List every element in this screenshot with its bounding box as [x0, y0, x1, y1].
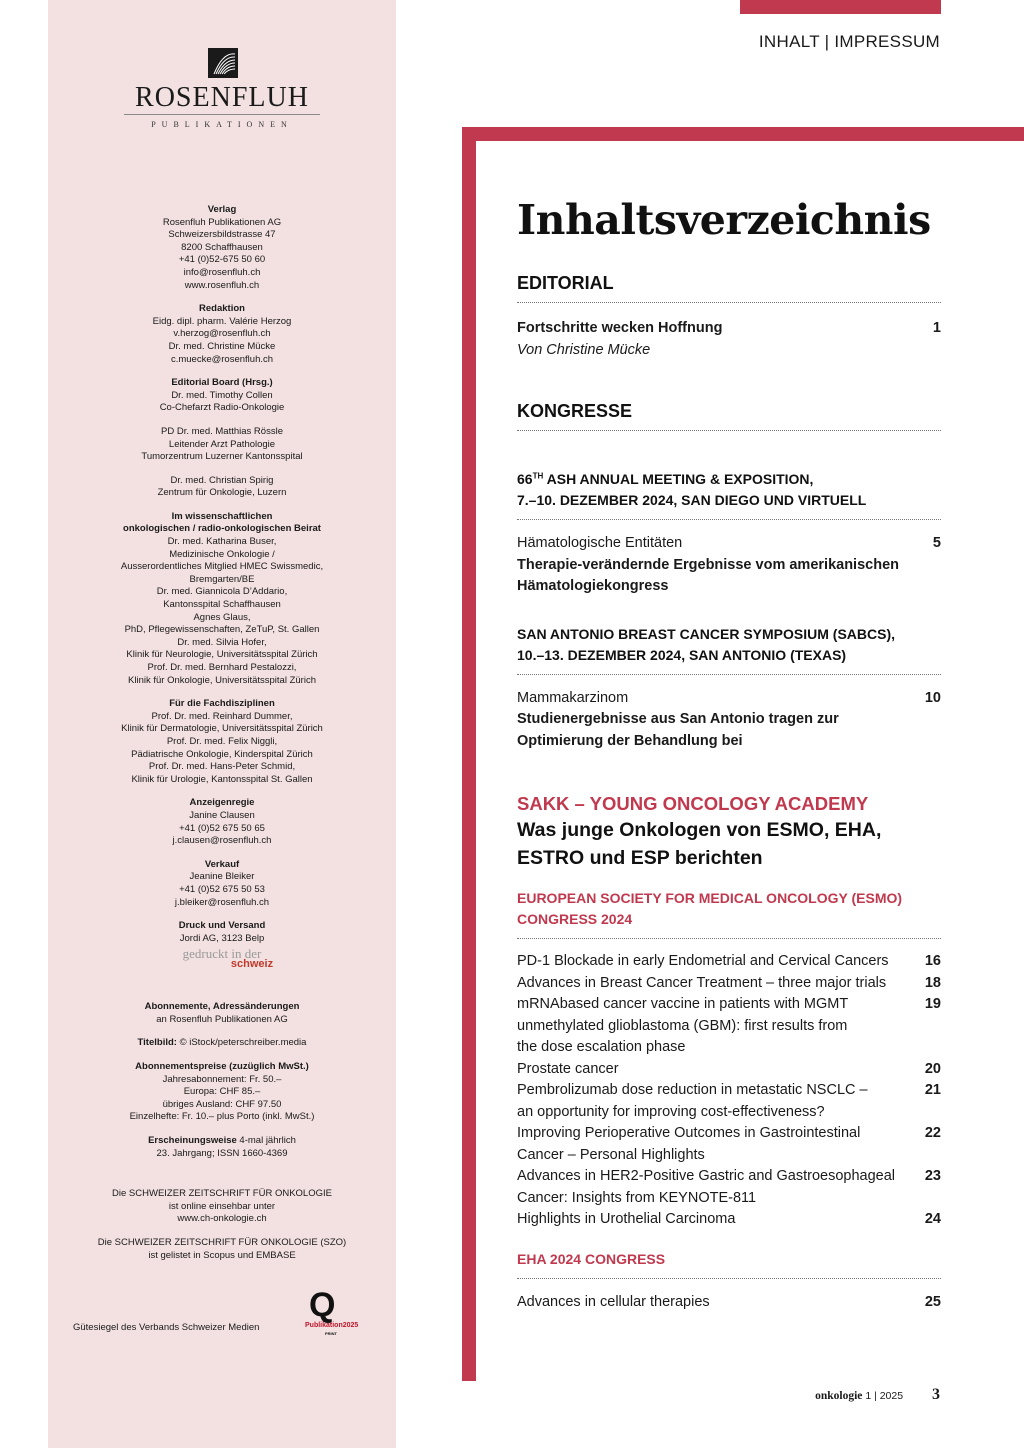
beirat-line: Medizinische Onkologie /	[169, 548, 275, 560]
gedruckt-in-der-schweiz-logo	[48, 947, 396, 971]
preise-block	[48, 1061, 396, 1124]
congress-heading-esmo: EUROPEAN SOCIETY FOR MEDICAL ONCOLOGY (ESMO)	[517, 890, 903, 906]
abo-line: an Rosenfluh Publikationen AG	[156, 1013, 288, 1025]
toc-entry-title: Improving Perioperative Outcomes in Gastrointestinal	[517, 1125, 861, 1141]
fach-line: Pädiatrische Onkologie, Kinderspital Zürich	[131, 748, 313, 760]
toc-entry-continuation	[517, 1037, 941, 1059]
congress-heading-eha: EHA 2024 CONGRESS	[517, 1250, 666, 1267]
toc-entry-continuation	[517, 1145, 941, 1167]
toc-entry[interactable]	[517, 1059, 941, 1081]
section-heading-sakk: SAKK – YOUNG ONCOLOGY ACADEMY	[517, 793, 869, 814]
verkauf-block	[48, 859, 396, 909]
scopus-line: ist gelistet in Scopus und EMBASE	[148, 1249, 296, 1261]
toc-entry-title-row	[517, 731, 941, 753]
beirat-line: Ausserordentliches Mitglied HMEC Swissmedic,	[120, 561, 324, 573]
board-line: Zentrum für Onkologie, Luzern	[157, 487, 287, 499]
board-line: Co-Chefarzt Radio-Onkologie	[159, 402, 285, 414]
section-heading-kongresse: KONGRESSE	[517, 401, 633, 421]
verkauf-line: Jeanine Bleiker	[189, 871, 255, 883]
toc-entry-continuation	[517, 1102, 941, 1124]
fach-line: Prof. Dr. med. Hans-Peter Schmid,	[148, 761, 296, 773]
board-heading: Editorial Board (Hrsg.)	[171, 377, 273, 389]
fach-heading: Für die Fachdisziplinen	[169, 698, 275, 710]
congress-heading-esmo-year: CONGRESS 2024	[517, 911, 633, 927]
section-heading-editorial: EDITORIAL	[517, 273, 614, 293]
redaktion-line: v.herzog@rosenfluh.ch	[173, 328, 271, 340]
fach-line: Klinik für Dermatologie, Universitätsspital Zürich	[121, 723, 323, 735]
toc-entry[interactable]	[517, 973, 941, 995]
toc-entry[interactable]	[517, 1123, 941, 1145]
gedruckt-text: gedruckt in der	[182, 946, 262, 962]
congress-heading-ash	[517, 469, 941, 490]
toc-entry-title: Therapie-verändernde Ergebnisse vom amerikanischen	[517, 556, 899, 573]
erscheinung-line: 23. Jahrgang; ISSN 1660-4369	[156, 1147, 288, 1159]
online-line: Die SCHWEIZER ZEITSCHRIFT FÜR ONKOLOGIE	[112, 1188, 332, 1200]
toc-entry-title: Optimierung der Behandlung bei	[517, 732, 743, 749]
toc-entry-page: 20	[924, 1060, 941, 1077]
toc-entry-page: 21	[924, 1082, 941, 1098]
toc-entry[interactable]	[517, 1292, 941, 1314]
toc-entry-title-row	[517, 709, 941, 731]
logo-emblem-icon	[208, 48, 238, 78]
schweiz-text: schweiz	[230, 958, 274, 971]
toc-entry-topic: Mammakarzinom	[517, 689, 629, 706]
toc-entry-title: the dose escalation phase	[517, 1039, 686, 1055]
scopus-line: Die SCHWEIZER ZEITSCHRIFT FÜR ONKOLOGIE (SZO)	[97, 1237, 347, 1248]
verlag-heading: Verlag	[207, 204, 237, 215]
beirat-heading: Im wissenschaftlichen	[171, 510, 273, 522]
guetesiegel-text: Gütesiegel des Verbands Schweizer Medien	[73, 1322, 260, 1333]
beirat-line: Agnes Glaus,	[193, 611, 251, 623]
toc-entry[interactable]	[517, 1166, 941, 1188]
verlag-line: Schweizersbildstrasse 47	[168, 229, 276, 241]
board-line: Leitender Arzt Pathologie	[168, 438, 276, 450]
toc-entry-title: unmethylated glioblastoma (GBM): first results from	[517, 1017, 848, 1034]
board-block	[48, 377, 396, 500]
beirat-line: Dr. med. Giannicola D’Addario,	[156, 586, 288, 598]
preise-heading: Abonnementspreise (zuzüglich MwSt.)	[135, 1061, 309, 1073]
redaktion-block	[48, 303, 396, 366]
toc-entry-continuation	[517, 1188, 941, 1210]
toc-entry-page: 23	[924, 1168, 941, 1184]
verkauf-heading: Verkauf	[204, 858, 240, 870]
druck-line: Jordi AG, 3123 Belp	[179, 932, 265, 944]
erscheinung-block	[48, 1135, 396, 1160]
toc-entry-title: Pembrolizumab dose reduction in metastatic NSCLC –	[517, 1082, 868, 1098]
top-accent-bar	[740, 0, 941, 14]
toc-entry-title: an opportunity for improving cost-effectiveness?	[517, 1103, 825, 1120]
toc-entry-title: Cancer – Personal Highlights	[517, 1146, 705, 1163]
toc-entry-page: 5	[932, 535, 941, 551]
board-line: Dr. med. Timothy Collen	[171, 389, 273, 401]
anzeigen-line: j.clausen@rosenfluh.ch	[172, 835, 272, 847]
verlag-line: +41 (0)52-675 50 60	[178, 254, 266, 266]
toc-entry[interactable]	[517, 533, 941, 555]
ash-superscript: TH	[532, 471, 544, 481]
beirat-line: Bremgarten/BE	[189, 573, 255, 585]
toc-entry-author: Von Christine Mücke	[517, 341, 651, 358]
logo-divider	[124, 114, 320, 115]
toc-entry-author-row	[517, 340, 941, 362]
q-letter: Q	[309, 1286, 336, 1324]
magazine-name: onkologie	[815, 1390, 863, 1402]
online-block	[48, 1188, 396, 1226]
toc-entry[interactable]	[517, 1209, 941, 1231]
redaktion-line: Dr. med. Christine Mücke	[168, 340, 276, 352]
toc-entry-title: Studienergebnisse aus San Antonio tragen zur	[517, 711, 839, 727]
toc-entry[interactable]	[517, 951, 941, 973]
preise-line: Jahresabonnement: Fr. 50.–	[162, 1073, 282, 1085]
fach-line: Prof. Dr. med. Felix Niggli,	[166, 735, 278, 747]
board-line: Dr. med. Christian Spirig	[170, 474, 274, 486]
druck-heading: Druck und Versand	[178, 920, 266, 932]
logo-subtitle: PUBLIKATIONEN	[151, 120, 293, 129]
erscheinung-label: Erscheinungsweise	[148, 1135, 237, 1147]
congress-heading-sabcs: SAN ANTONIO BREAST CANCER SYMPOSIUM (SABCS),	[517, 625, 896, 642]
table-of-contents	[517, 190, 941, 1313]
toc-entry-continuation	[517, 1016, 941, 1038]
fach-block	[48, 698, 396, 786]
toc-entry-title: Advances in cellular therapies	[517, 1293, 710, 1310]
toc-entry-page: 10	[924, 689, 941, 706]
redaktion-line: c.muecke@rosenfluh.ch	[170, 353, 274, 365]
fach-line: Prof. Dr. med. Reinhard Dummer,	[151, 710, 293, 722]
verlag-email: info@rosenfluh.ch	[183, 266, 261, 278]
toc-entry-title: Advances in HER2-Positive Gastric and Gastroesophageal	[517, 1168, 895, 1184]
ash-number: 66	[517, 471, 533, 487]
page-number: 3	[932, 1386, 940, 1403]
toc-entry-title: Fortschritte wecken Hoffnung	[517, 320, 723, 336]
online-url: www.ch-onkologie.ch	[177, 1213, 267, 1225]
q-print-text: PRINT	[325, 1331, 337, 1336]
toc-entry-page: 22	[924, 1125, 941, 1141]
druck-block	[48, 920, 396, 971]
beirat-line: Prof. Dr. med. Bernhard Pestalozzi,	[147, 662, 297, 673]
beirat-block	[48, 511, 396, 687]
esmo-entry-list	[517, 951, 941, 1231]
abo-block	[48, 1001, 396, 1026]
logo-wordmark: ROSENFLUH	[135, 82, 309, 113]
section-title: INHALT | IMPRESSUM	[758, 32, 940, 51]
toc-entry-title: PD-1 Blockade in early Endometrial and Cervical Cancers	[517, 953, 889, 969]
toc-entry[interactable]	[517, 994, 941, 1016]
preise-line: Einzelhefte: Fr. 10.– plus Porto (inkl. MwSt.)	[129, 1111, 315, 1123]
redaktion-line: Eidg. dipl. pharm. Valérie Herzog	[152, 315, 292, 327]
verlag-block	[48, 204, 396, 292]
board-line: PD Dr. med. Matthias Rössle	[161, 425, 283, 437]
toc-entry-title: Cancer: Insights from KEYNOTE-811	[517, 1189, 757, 1206]
preise-line: übriges Ausland: CHF 97.50	[162, 1098, 282, 1110]
sakk-subtitle: ESTRO und ESP berichten	[517, 847, 763, 869]
scopus-block	[48, 1237, 396, 1262]
toc-entry[interactable]	[517, 1080, 941, 1102]
verlag-line: Rosenfluh Publikationen AG	[162, 216, 282, 228]
board-line: Tumorzentrum Luzerner Kantonsspital	[141, 451, 303, 463]
toc-entry[interactable]	[517, 318, 941, 340]
verkauf-line: j.bleiker@rosenfluh.ch	[174, 896, 270, 908]
toc-entry-title: mRNAbased cancer vaccine in patients with MGMT	[517, 996, 849, 1012]
verlag-website: www.rosenfluh.ch	[184, 279, 260, 291]
anzeigen-heading: Anzeigenregie	[189, 797, 255, 809]
toc-entry-title: Advances in Breast Cancer Treatment – three major trials	[517, 974, 887, 991]
toc-entry-title-row	[517, 555, 941, 577]
anzeigen-line: +41 (0)52 675 50 65	[179, 822, 265, 834]
online-line: ist online einsehbar unter	[168, 1200, 276, 1212]
redaktion-heading: Redaktion	[199, 303, 245, 315]
congress-heading-ash-date: 7.–10. DEZEMBER 2024, SAN DIEGO UND VIRTUELL	[517, 492, 867, 508]
beirat-heading: onkologischen / radio-onkologischen Beirat	[123, 523, 321, 535]
abo-heading: Abonnemente, Adressänderungen	[144, 1001, 300, 1013]
issue-number: 1 | 2025	[865, 1390, 904, 1402]
toc-entry-page: 1	[932, 320, 941, 336]
anzeigen-line: Janine Clausen	[189, 809, 255, 821]
preise-line: Europa: CHF 85.–	[183, 1086, 261, 1098]
toc-entry-page: 18	[924, 974, 941, 991]
page-footer	[815, 1386, 940, 1404]
toc-entry-title: Prostate cancer	[517, 1060, 619, 1077]
toc-entry-page: 16	[924, 953, 941, 969]
toc-entry-page: 25	[924, 1293, 941, 1310]
beirat-line: PhD, Pflegewissenschaften, ZeTuP, St. Gallen	[124, 624, 320, 636]
verlag-line: 8200 Schaffhausen	[181, 241, 263, 253]
titelbild-credit: © iStock/peterschreiber.media	[179, 1037, 307, 1049]
titelbild-label: Titelbild:	[137, 1037, 177, 1049]
fach-line: Klinik für Urologie, Kantonsspital St. Gallen	[131, 773, 313, 785]
toc-entry-topic: Hämatologische Entitäten	[517, 535, 683, 551]
erscheinung-text: 4-mal jährlich	[239, 1135, 296, 1147]
toc-entry-page: 19	[924, 996, 941, 1012]
toc-entry-title-row	[517, 576, 941, 598]
impressum-text	[48, 204, 396, 1273]
beirat-line: Dr. med. Katharina Buser,	[167, 536, 277, 548]
ash-heading-text: ASH ANNUAL MEETING & EXPOSITION,	[543, 471, 814, 487]
q-publikation-text: Publikation2025	[305, 1322, 359, 1329]
toc-entry[interactable]	[517, 688, 941, 710]
sakk-subtitle: Was junge Onkologen von ESMO, EHA,	[517, 819, 882, 841]
beirat-line: Kantonsspital Schaffhausen	[163, 599, 281, 611]
toc-entry-title: Hämatologiekongress	[517, 578, 669, 594]
congress-heading-sabcs-date: 10.–13. DEZEMBER 2024, SAN ANTONIO (TEXAS)	[517, 646, 847, 663]
verkauf-line: +41 (0)52 675 50 53	[179, 883, 265, 895]
toc-entry-page: 24	[924, 1211, 941, 1227]
page-title: Inhaltsverzeichnis	[517, 196, 931, 244]
toc-entry-title: Highlights in Urothelial Carcinoma	[517, 1211, 736, 1227]
beirat-line: Klinik für Neurologie, Universitätsspital Zürich	[126, 649, 318, 661]
titelbild-block	[48, 1037, 396, 1050]
beirat-line: Klinik für Onkologie, Universitätsspital Zürich	[128, 674, 316, 686]
anzeigen-block	[48, 797, 396, 847]
beirat-line: Dr. med. Silvia Hofer,	[177, 636, 267, 648]
q-publikation-logo	[305, 1288, 375, 1338]
